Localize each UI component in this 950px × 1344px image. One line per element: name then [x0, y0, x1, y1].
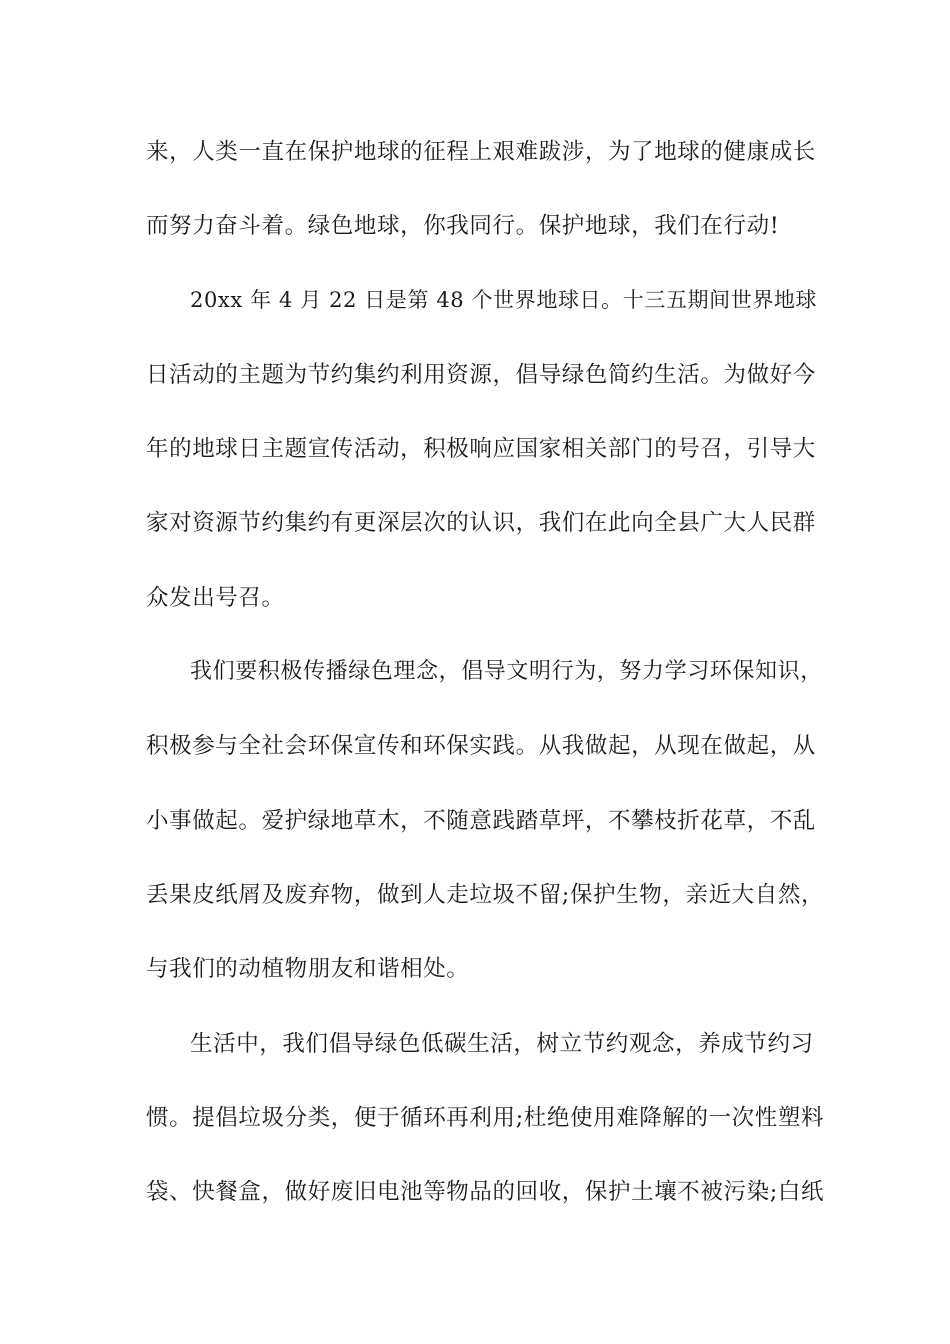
text-line: 小事做起。爱护绿地草木，不随意践踏草坪，不攀枝折花草，不乱 — [146, 808, 816, 834]
text-line: 我们要积极传播绿色理念，倡导文明行为，努力学习环保知识， — [190, 659, 823, 684]
text-line: 积极参与全社会环保宣传和环保实践。从我做起，从现在做起，从 — [146, 733, 816, 759]
text-line: 日活动的主题为节约集约利用资源，倡导绿色简约生活。为做好今 — [146, 362, 816, 388]
text-line: 来，人类一直在保护地球的征程上艰难跋涉，为了地球的健康成长 — [146, 139, 816, 165]
text-line: 惯。提倡垃圾分类，便于循环再利用;杜绝使用难降解的一次性塑料 — [146, 1105, 825, 1131]
text-line: 家对资源节约集约有更深层次的认识，我们在此向全县广大人民群 — [146, 510, 816, 536]
text-line: 众发出号召。 — [146, 585, 285, 611]
text-line: 20xx 年 4 月 22 日是第 48 个世界地球日。十三五期间世界地球 — [190, 288, 818, 312]
text-line: 与我们的动植物朋友和谐相处。 — [146, 956, 470, 982]
text-line: 年的地球日主题宣传活动，积极响应国家相关部门的号召，引导大 — [146, 436, 816, 462]
text-line: 袋、快餐盒，做好废旧电池等物品的回收，保护土壤不被污染;白纸 — [146, 1179, 825, 1205]
text-line: 丢果皮纸屑及废弃物，做到人走垃圾不留;保护生物，亲近大自然， — [146, 882, 825, 908]
text-line: 生活中，我们倡导绿色低碳生活，树立节约观念，养成节约习 — [190, 1031, 814, 1057]
text-line: 而努力奋斗着。绿色地球，你我同行。保护地球，我们在行动! — [146, 213, 780, 239]
